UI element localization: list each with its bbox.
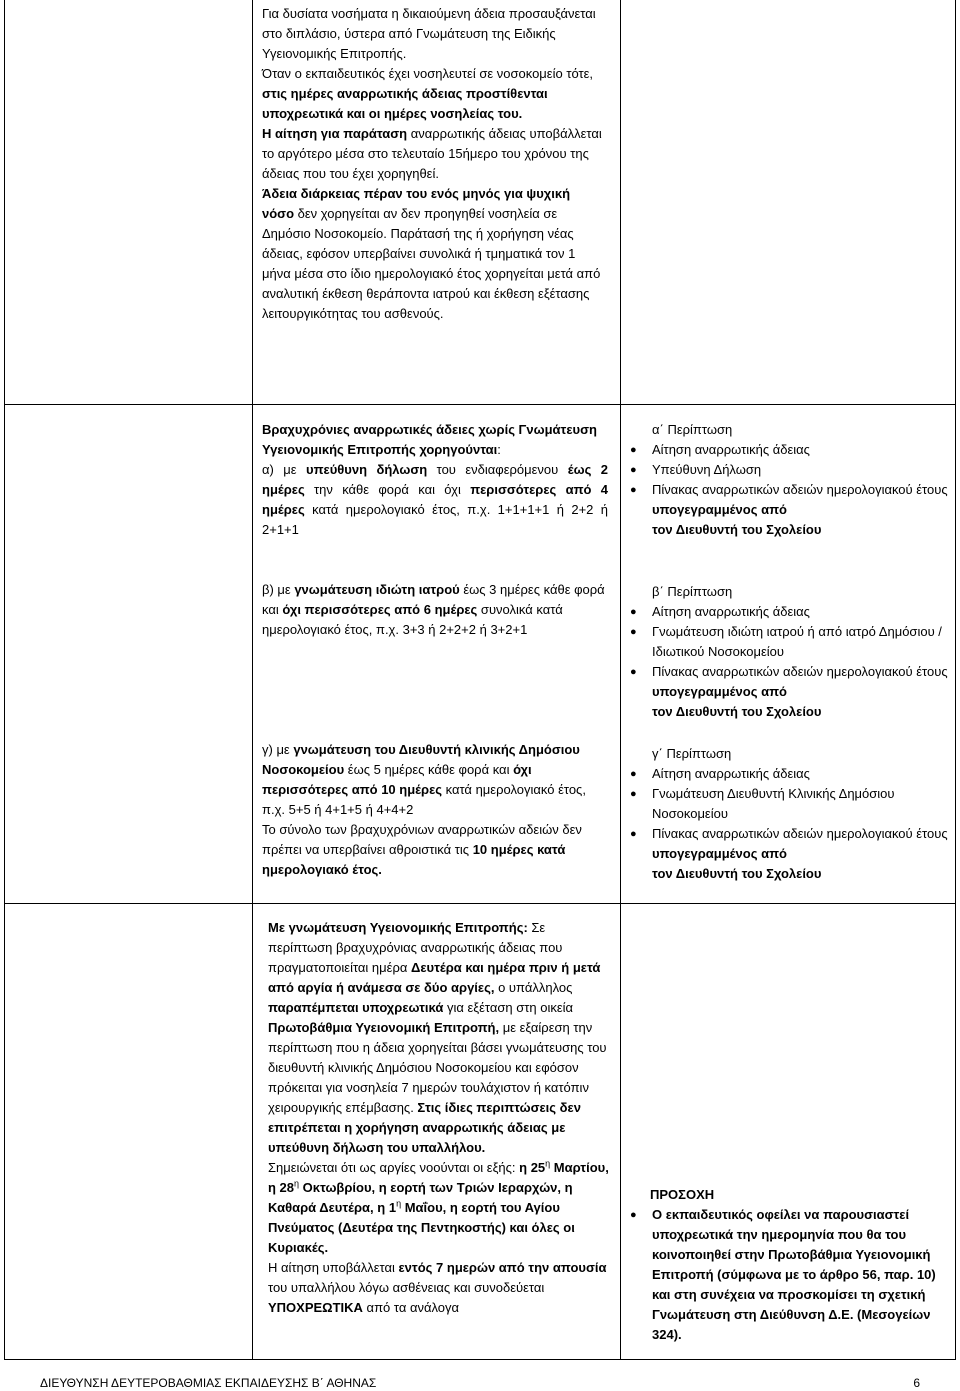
row1-paragraph-psych: Άδεια διάρκειας πέραν του ενός μηνός για ψυχική νόσο δεν χορηγείται αν δεν προηγηθεί νοσηλεία σε Δημόσιο Νοσοκομείο. Παράτασή της ή χορήγηση νέας άδειας, εφόσον υπερβαίνει συνολικά ή τμηματικά τον 1 μήνα μέσα στο ίδιο ημερολογιακό έτος χορηγείται μετά από αναλυτική έκθεση θεράποντα ιατρού και έκθεση εξέτασης λειτουργικότητας του ασθενούς. — [262, 186, 601, 321]
row2-right-checklist — [630, 420, 952, 540]
row1-paragraph-extension: Η αίτηση για παράταση αναρρωτικής άδειας υποβάλλεται το αργότερο μέσα στο τελευταίο 15ήμερο του χρόνου της άδειας που του έχει χορηγηθεί. — [262, 126, 602, 181]
row1-paragraph-disease: Για δυσίατα νοσήματα η δικαιούμενη άδεια προσαυξάνεται στο διπλάσιο, ύστερα από Γνωμάτευση της Ειδικής Υγειονομικής Επιτροπής. — [262, 6, 596, 61]
case-c-item-table: ● Πίνακας αναρρωτικών αδειών ημερολογιακού έτους υπογεγραμμένος από τον Διευθυντή του Σχολείου — [630, 824, 952, 884]
case-a-item-application: ● Αίτηση αναρρωτικής άδειας — [630, 440, 952, 460]
page-footer — [40, 1376, 920, 1390]
table-column-divider-1 — [252, 0, 253, 1360]
table-column-divider-2 — [620, 0, 621, 1360]
row2-intro: Βραχυχρόνιες αναρρωτικές άδειες χωρίς Γνωμάτευση Υγειονομικής Επιτροπής χορηγούνται: — [262, 422, 597, 457]
case-b-title: β΄ Περίπτωση — [652, 584, 733, 599]
row3-right-checklist — [630, 582, 952, 722]
case-c-title: γ΄ Περίπτωση — [652, 746, 732, 761]
notice-text: ● Ο εκπαιδευτικός οφείλει να παρουσιαστεί υποχρεωτικά την ημερομηνία που θα του κοινοποιηθεί στην Πρωτοβάθμια Υγειονομική Επιτροπή (σύμφωνα με το άρθρο 56, παρ. 10) και στη συνέχεια να προσκομίσει τη σχετική Γνωμάτευση στη Διεύθυνση Δ.Ε. (Μεσογείων 324). — [630, 1205, 952, 1345]
table-border-left — [4, 0, 5, 1360]
footer-organization: ΔΙΕΥΘΥΝΣΗ ΔΕΥΤΕΡΟΒΑΘΜΙΑΣ ΕΚΠΑΙΔΕΥΣΗΣ Β΄ ΑΘΗΝΑΣ — [40, 1376, 377, 1390]
case-a-item-table: ● Πίνακας αναρρωτικών αδειών ημερολογιακού έτους υπογεγραμμένος από τον Διευθυντή του Σχολείου — [630, 480, 952, 540]
case-c-item-application: ● Αίτηση αναρρωτικής άδειας — [630, 764, 952, 784]
row1-paragraph-hospital: Όταν ο εκπαιδευτικός έχει νοσηλευτεί σε νοσοκομείο τότε, στις ημέρες αναρρωτικής άδειας προστίθενται υποχρεωτικά και οι ημέρες νοσηλείας του. — [262, 66, 594, 121]
row5-holidays-paragraph: Σημειώνεται ότι ως αργίες νοούνται οι εξής: η $25^\eta$ Μαρτίου, η $28^\eta$ Οκτωβρίου, η εορτή των Τριών Ιεραρχών, η Καθαρά Δευτέρα, η $1^\eta$ Μαΐου, η εορτή του Αγίου Πνεύματος (Δευτέρα της Πεντηκοστής) και όλες οι Κυριακές. — [268, 1158, 609, 1255]
table-border-right — [955, 0, 956, 1360]
row1-text — [262, 4, 602, 324]
case-a-item-declaration: ● Υπεύθυνη Δήλωση — [630, 460, 952, 480]
page-number: 6 — [913, 1376, 920, 1390]
row5-right-notice — [630, 1185, 952, 1345]
row3-case-b: β) με γνωμάτευση ιδιώτη ιατρού έως 3 ημέρες κάθε φορά και όχι περισσότερες από 6 ημέρες συνολικά κατά ημερολογιακό έτος, π.χ. 3+3 ή 2+2+2 ή 3+2+1 — [262, 582, 605, 637]
case-c-item-clinic-opinion: ● Γνωμάτευση Διευθυντή Κλινικής Δημόσιου Νοσοκομείου — [630, 784, 952, 824]
case-b-item-table: ● Πίνακας αναρρωτικών αδειών ημερολογιακού έτους υπογεγραμμένος από τον Διευθυντή του Σχολείου — [630, 662, 952, 722]
table-row-divider-1 — [4, 404, 956, 405]
case-b-item-doctor-opinion: ● Γνωμάτευση ιδιώτη ιατρού ή από ιατρό Δημόσιου / Ιδιωτικού Νοσοκομείου — [630, 622, 952, 662]
row4-left-text — [262, 740, 608, 880]
row2-case-a: α) με υπεύθυνη δήλωση του ενδιαφερόμενου έως 2 ημέρες την κάθε φορά και όχι περισσότερες από 4 ημέρες κατά ημερολογιακό έτος, π.χ. 1+1+1+1 ή 2+2 ή 2+1+1 — [262, 462, 608, 537]
row4-right-checklist — [630, 744, 952, 884]
notice-title: ΠΡΟΣΟΧΗ — [650, 1187, 715, 1202]
case-b-item-application: ● Αίτηση αναρρωτικής άδειας — [630, 602, 952, 622]
row5-committee-paragraph: Με γνωμάτευση Υγειονομικής Επιτροπής: Σε περίπτωση βραχυχρόνιας αναρρωτικής άδειας που πραγματοποιείται ημέρα Δευτέρα και ημέρα πριν ή μετά από αργία ή ανάμεσα σε δύο αργίες, ο υπάλληλος παραπέμπεται υποχρεωτικά για εξέταση στη οικεία Πρωτοβάθμια Υγειονομική Επιτροπή, με εξαίρεση την περίπτωση που η άδεια χορηγείται βάσει γνωμάτευσης του διευθυντή κλινικής Δημόσιου Νοσοκομείου και εφόσον πρόκειται για νοσηλεία 7 ημερών τουλάχιστον ή κατόπιν χειρουργικής επέμβασης. Στις ίδιες περιπτώσεις δεν επιτρέπεται η χορήγηση αναρρωτικής άδειας με υπεύθυνη δήλωση του υπαλλήλου. — [268, 920, 607, 1155]
row5-left-text — [268, 918, 610, 1318]
row3-left-text — [262, 580, 608, 640]
row4-case-c: γ) με γνωμάτευση του Διευθυντή κλινικής Δημόσιου Νοσοκομείου έως 5 ημέρες κάθε φορά και όχι περισσότερες από 10 ημέρες κατά ημερολογιακό έτος, π.χ. 5+5 ή 4+1+5 ή 4+4+2 — [262, 742, 586, 817]
row5-submission-paragraph: Η αίτηση υποβάλλεται εντός 7 ημερών από την απουσία του υπαλλήλου λόγω ασθένειας και συνοδεύεται ΥΠΟΧΡΕΩΤΙΚΑ από τα ανάλογα — [268, 1260, 607, 1315]
table-border-bottom — [4, 1359, 956, 1360]
row4-total: Το σύνολο των βραχυχρόνιων αναρρωτικών αδειών δεν πρέπει να υπερβαίνει αθροιστικά τις 10 ημέρες κατά ημερολογιακό έτος. — [262, 822, 582, 877]
row2-left-text — [262, 420, 608, 540]
table-row-divider-2 — [4, 903, 956, 904]
case-a-title: α΄ Περίπτωση — [652, 422, 733, 437]
